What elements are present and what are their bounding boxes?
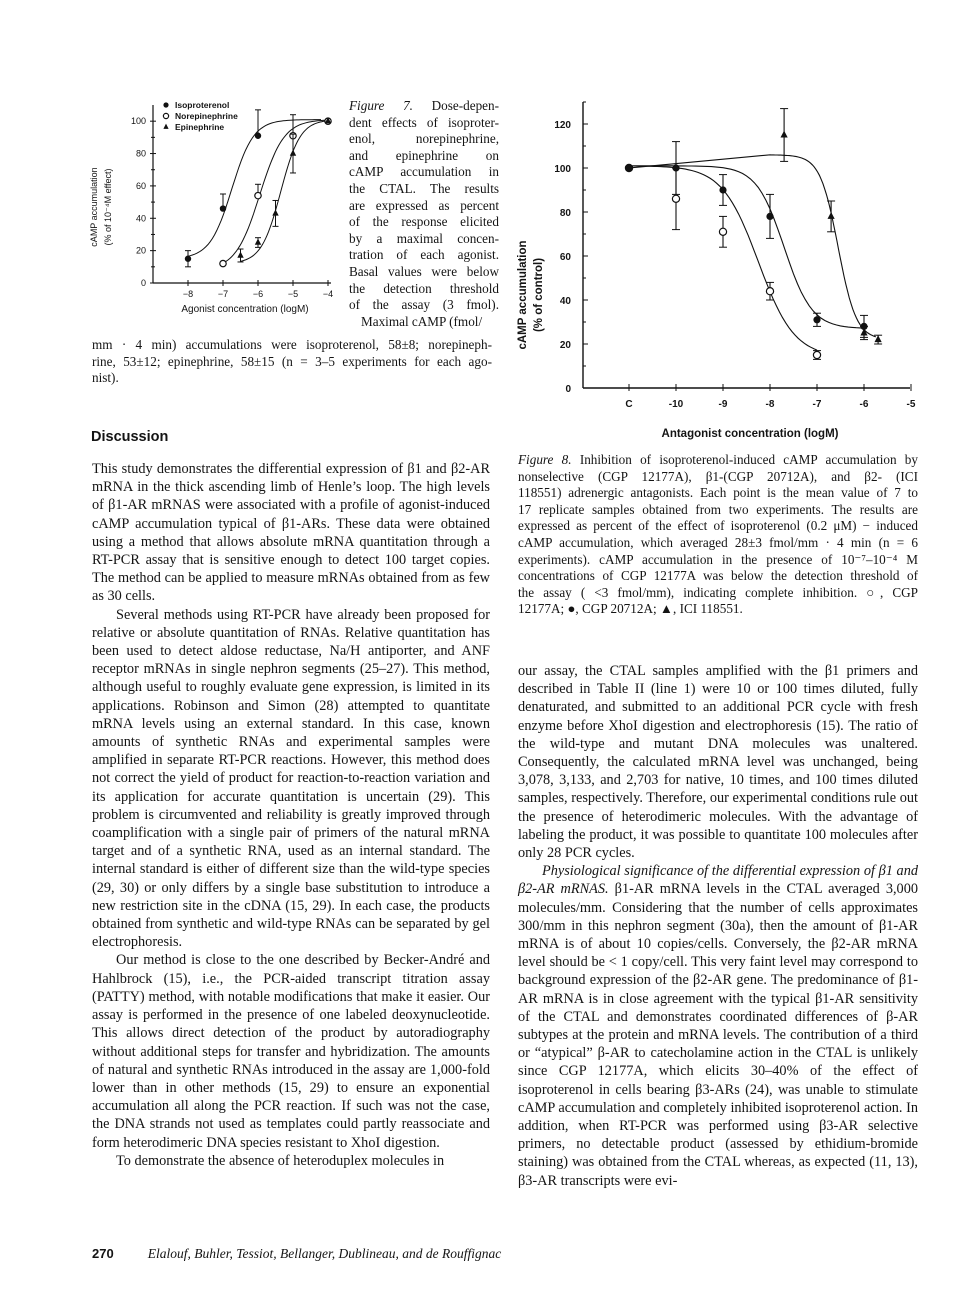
point-filled-triangle — [255, 239, 261, 245]
y-tick-label: 20 — [559, 340, 571, 351]
fit-curve-epinephrine — [241, 121, 325, 261]
caption-line: 118551) adrenergic antagonists. Each point is the mean value of 7 to — [518, 485, 918, 501]
caption-line: by a maximal concen- — [349, 230, 499, 246]
y-tick-label: 100 — [130, 116, 146, 127]
point-filled-circle — [255, 133, 261, 139]
y-tick-label: 80 — [135, 148, 146, 159]
x-tick-label: -7 — [812, 399, 822, 410]
fit-curve-cgp-20712a — [629, 166, 864, 328]
caption-line: 12177A; ●, CGP 20712A; ▲, ICI 118551. — [518, 601, 743, 617]
running-authors: Elalouf, Buhler, Tessiot, Bellanger, Dublineau, and de Rouffignac — [147, 1246, 502, 1261]
x-tick-label: -8 — [765, 399, 775, 410]
caption-line: the CTAL. The results — [349, 180, 499, 196]
x-tick-label: −7 — [217, 289, 229, 299]
fit-curve-isoproterenol — [188, 120, 321, 257]
caption-line: tration of each agonist. — [349, 247, 499, 263]
caption-line: the detection threshold — [349, 280, 499, 296]
x-tick-label: −5 — [287, 289, 299, 299]
point-filled-triangle — [290, 150, 296, 156]
y-tick-label: 40 — [559, 296, 571, 307]
point-open-circle — [163, 113, 168, 118]
point-filled-circle — [185, 256, 191, 262]
legend-label: Isoproterenol — [175, 100, 230, 110]
x-tick-label: -9 — [718, 399, 728, 410]
fit-curve-norepinephrine — [223, 120, 325, 263]
point-open-circle — [220, 260, 226, 266]
caption-label: Figure 8. — [518, 452, 580, 467]
paragraph: To demonstrate the absence of heteroduplex molecules in — [116, 1152, 445, 1169]
point-filled-triangle — [237, 251, 243, 257]
point-filled-circle — [672, 164, 679, 171]
x-tick-label: −8 — [182, 289, 194, 299]
x-tick-label: −6 — [252, 289, 264, 299]
figure-8-chart — [505, 90, 925, 450]
point-open-circle — [719, 228, 726, 235]
caption-line: of the response elicited — [349, 214, 499, 230]
y-axis-label-unit: (% of control) — [533, 257, 545, 333]
y-axis-label: cAMP accumulation — [89, 167, 99, 247]
y-tick-label: 100 — [554, 164, 571, 175]
caption-line: Basal values were below — [349, 263, 499, 279]
paragraph: This study demonstrates the differential expression of β1 and β2-AR mRNA in the thick ascending limb of Henle’s loop. The high levels of β1-AR mRNAS were associated with a profile of agonist-induced cAMP accumulation typical of β1-ARs. These data were obtained using a method that allows absolute mRNA quantitation through a RT-PCR assay that is sensitive enough to detect 100 target copies. The method can be applied to measure mRNAs obtained from as few as 30 cells. — [92, 461, 490, 605]
caption-line: are expressed as percent — [349, 197, 499, 213]
figure-7-caption-continued — [92, 337, 492, 387]
paragraph: Our method is close to the one described by Becker-André and Hahlbrock (15), i.e., the PCR-aided transcript titration assay (PATTY) method, with notable modifications that make it easier. Our assay is performed in the presence of one labeled deoxynucleotide. This allows direct detection of the product by autoradiography without additional steps for transfer and hybridization. The amounts of natural and synthetic RNAs introduced in the assay are 1,000-fold lower than in other methods (15, 29) to ensure an exponential accumulation all along the PCR reaction. If such was not the case, the DNA strands not used as templates could partly reassociate and form heterodimeric DNA species resistant to XhoI digestion. — [92, 952, 490, 1151]
figure-8-caption — [518, 452, 918, 618]
caption-line: Figure 7. Dose-depen- — [349, 98, 499, 113]
x-tick-label: -10 — [668, 399, 684, 410]
caption-line: cAMP accumulation, which averaged 28±3 fmol/mm · 4 min (n = 6 — [518, 534, 918, 550]
point-open-circle — [672, 195, 679, 202]
caption-label: Figure 7. — [349, 98, 432, 113]
point-filled-triangle — [828, 212, 835, 219]
y-tick-label: 0 — [565, 384, 571, 395]
x-axis-label: Agonist concentration (logM) — [181, 304, 309, 315]
caption-line: the assay ( <3 fmol/mm), indicating complete inhibition. ○, CGP — [518, 584, 918, 600]
paragraph: Physiological significance of the differential expression of β1 and β2-AR mRNAS. β1-AR mRNA levels in the CTAL averaged 3,000 molecules/mm. Considering that the number of cells approximates 300/mm in this nephron segment (30a), then the amount of β1-AR mRNA is of about 10 copies/cells. Conversely, the β2-AR mRNA level should be < 1 copy/cell. This very faint level may correspond to background expression of the β2-AR gene. The predominance of β1-AR mRNA is in close agreement with the typical β1-AR sensitivity of the CTAL and demonstrates coordinated differences of β-AR subtypes at the protein and mRNA levels. The contribution of a third or “atypical” β-AR to catecholamine action in the CTAL is unlikely since CGP 12177A, which elicits 30–40% of the effect of isoproterenol in cells bearing β3-ARs (24), was unable to stimulate cAMP accumulation and completely inhibited isoproterenol action. In addition, when RT-PCR was performed using β3-AR selective primers, no detectable product (assessed by ethidium-bromide staining) was obtained from the CTAL whereas, as expected (11, 13), β3-AR transcripts were evi- — [518, 863, 918, 1189]
figure-7-chart — [80, 90, 350, 320]
y-tick-label: 40 — [135, 213, 146, 224]
point-filled-triangle — [163, 124, 168, 129]
y-tick-label: 20 — [135, 245, 146, 256]
x-tick-label: -5 — [906, 399, 916, 410]
x-axis-label: Antagonist concentration (logM) — [661, 428, 839, 440]
caption-line: Maximal cAMP (fmol/ — [361, 313, 483, 329]
point-open-circle — [255, 192, 261, 198]
point-filled-triangle — [781, 131, 788, 138]
y-tick-label: 120 — [554, 120, 571, 131]
section-heading-discussion: Discussion — [91, 429, 169, 445]
point-filled-circle — [220, 205, 226, 211]
caption-line: enol, norepinephrine, — [349, 131, 499, 147]
caption-line: mm · 4 min) accumulations were isoproterenol, 58±8; norepineph- — [92, 337, 492, 352]
caption-line: dent effects of isoproter- — [349, 114, 499, 130]
point-filled-circle — [163, 102, 168, 107]
caption-line: and epinephrine on — [349, 147, 499, 163]
caption-line: of the assay (3 fmol). — [349, 297, 499, 313]
y-tick-label: 60 — [135, 180, 146, 191]
discussion-left-column — [92, 460, 490, 1170]
caption-line: expressed as percent of the effect of isoproterenol (0.2 μM) − induced — [518, 518, 918, 534]
caption-line: nist). — [92, 370, 119, 386]
paragraph-run-in-heading: Physiological significance of the differential expression of β1 and β2-AR mRNAS. — [518, 863, 918, 898]
page-footer — [92, 1245, 501, 1263]
point-filled-circle — [813, 316, 820, 323]
x-tick-label: -6 — [859, 399, 869, 410]
legend-label: Norepinephrine — [175, 111, 238, 121]
point-filled-triangle — [272, 209, 278, 215]
paragraph: Several methods using RT-PCR have already been proposed for relative or absolute quantitation of RNAs. Relative quantitation has been used to detect aldose reductase, Na/H antiporter, and ANF receptor mRNAs in single nephron segments (25–27). This method, although useful to roughly evaluate gene expression, is limited in its applications. Robinson and Simon (28) attempted to quantitate mRNA levels using an external standard. In this case, known amounts of synthetic RNAs and experimental samples were amplified in separate RT-PCR reactions. However, this method does not correct the yield of product for reaction-to-reaction variation and its application for accurate quantitation is uncertain (29). This problem is circumvented and reliability is greatly improved through coamplification with a single pair of primers of the natural mRNA target and of a synthetic RNA, used as an internal standard. The internal standard is either of different size than the wild-type species (29, 30) or only differs by a single base substitution to introduce a new restriction site in the cDNA (15, 29). In each case, the products obtained from synthetic and wild-type RNAs can be separated by gel electrophoresis. — [92, 606, 490, 951]
caption-line: Figure 8. Inhibition of isoproterenol-induced cAMP accumulation by — [518, 452, 918, 467]
caption-line: 17 replicate samples obtained from two experiments. The results are — [518, 501, 918, 517]
discussion-right-column — [518, 662, 918, 1190]
x-tick-label: −4 — [322, 289, 334, 299]
figure-7-caption — [349, 98, 499, 330]
caption-line: cAMP accumulation in — [349, 164, 499, 180]
paragraph: our assay, the CTAL samples amplified with the β1 primers and described in Table II (line 1) were 10 or 100 times diluted, fully denaturated, and submitted to an additional PCR cycle with fresh enzyme before XhoI digestion and electrophoresis (15). The ratio of the wild-type and mutant DNA molecules was unaltered. Consequently, the calculated mRNA level was unchanged, being 3,078, 3,133, and 2,703 for native, 10 times, and 100 times diluted samples, respectively. Therefore, our experimental conditions rule out the presence of heterodimeric molecules. With the advantage of labeling the product, it was possible to quantitate 100 molecules after only 28 PCR cycles. — [518, 663, 918, 862]
point-open-circle — [813, 351, 820, 358]
y-axis-label: cAMP accumulation — [517, 240, 529, 350]
caption-line: rine, 53±12; epinephrine, 58±15 (n = 3–5 experiments for each ago- — [92, 353, 492, 369]
caption-line: nonselective (CGP 12177A), β1-(CGP 20712A), and β2- (ICI — [518, 468, 918, 484]
point-open-circle — [766, 288, 773, 295]
y-tick-label: 60 — [559, 252, 571, 263]
caption-line: concentrations of CGP 12177A was below the detection threshold of — [518, 568, 918, 584]
y-tick-label: 80 — [559, 208, 571, 219]
caption-line: experiments). cAMP accumulation in the presence of 10⁻⁷–10⁻⁴ M — [518, 551, 918, 567]
legend-label: Epinephrine — [175, 122, 225, 132]
point-filled-circle — [719, 186, 726, 193]
y-axis-label-unit: (% of 10⁻⁴M effect) — [103, 168, 113, 246]
x-tick-label: C — [625, 399, 633, 410]
point-filled-circle — [766, 213, 773, 220]
y-tick-label: 0 — [140, 278, 146, 288]
page-number: 270 — [92, 1246, 114, 1261]
